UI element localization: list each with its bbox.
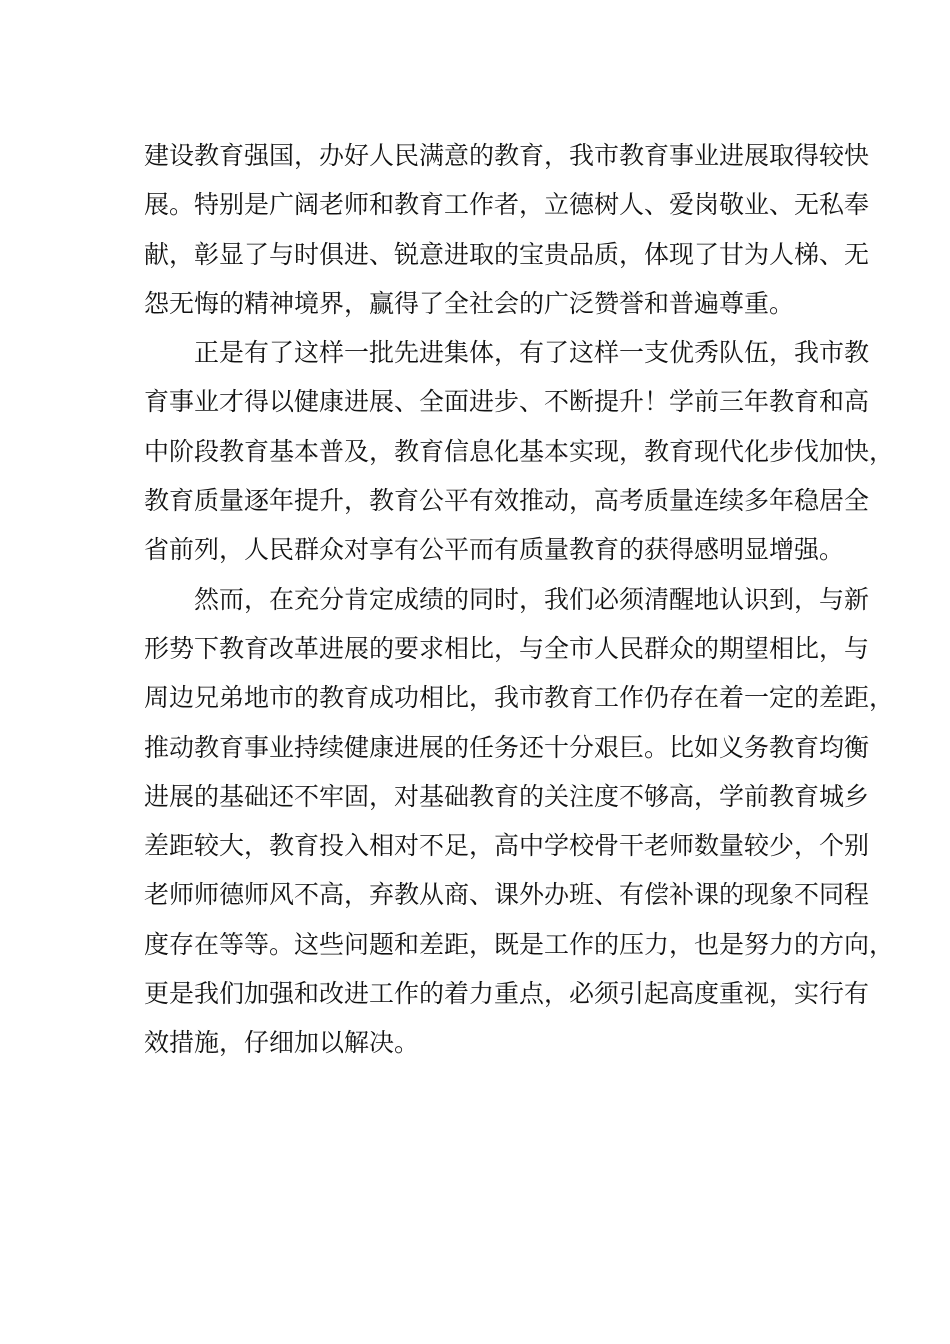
text-line: 推动教育事业持续健康进展的任务还十分艰巨。比如义务教育均衡 xyxy=(144,732,870,762)
text-line: 正是有了这样一批先进集体，有了这样一支优秀队伍，我市教 xyxy=(194,338,870,368)
text-line: 周边兄弟地市的教育成功相比，我市教育工作仍存在着一定的差距， xyxy=(144,683,895,713)
paragraph-2 xyxy=(144,328,895,574)
text-line: 育事业才得以健康进展、全面进步、不断提升！学前三年教育和高 xyxy=(144,387,870,417)
text-line: 进展的基础还不牢固，对基础教育的关注度不够高，学前教育城乡 xyxy=(144,781,870,811)
document-body xyxy=(144,131,895,1068)
text-line: 然而，在充分肯定成绩的同时，我们必须清醒地认识到，与新 xyxy=(194,584,870,614)
text-line: 中阶段教育基本普及，教育信息化基本实现，教育现代化步伐加快， xyxy=(144,436,895,466)
text-line: 度存在等等。这些问题和差距，既是工作的压力，也是努力的方向， xyxy=(144,929,895,959)
text-line: 怨无悔的精神境界，赢得了全社会的广泛赞誉和普遍尊重。 xyxy=(144,288,795,318)
text-line: 老师师德师风不高，弃教从商、课外办班、有偿补课的现象不同程 xyxy=(144,880,870,910)
text-line: 更是我们加强和改进工作的着力重点，必须引起高度重视，实行有 xyxy=(144,979,870,1009)
text-line: 教育质量逐年提升，教育公平有效推动，高考质量连续多年稳居全 xyxy=(144,486,870,516)
text-line: 效措施，仔细加以解决。 xyxy=(144,1028,420,1058)
text-line: 省前列，人民群众对享有公平而有质量教育的获得感明显增强。 xyxy=(144,535,845,565)
text-line: 献，彰显了与时俱进、锐意进取的宝贵品质，体现了甘为人梯、无 xyxy=(144,239,870,269)
paragraph-3 xyxy=(144,575,895,1068)
text-line: 展。特别是广阔老师和教育工作者，立德树人、爱岗敬业、无私奉 xyxy=(144,190,870,220)
paragraph-1 xyxy=(144,131,870,328)
text-line: 建设教育强国，办好人民满意的教育，我市教育事业进展取得较快 xyxy=(144,141,870,170)
text-line: 形势下教育改革进展的要求相比，与全市人民群众的期望相比，与 xyxy=(144,633,870,663)
text-line: 差距较大，教育投入相对不足，高中学校骨干老师数量较少，个别 xyxy=(144,831,870,861)
